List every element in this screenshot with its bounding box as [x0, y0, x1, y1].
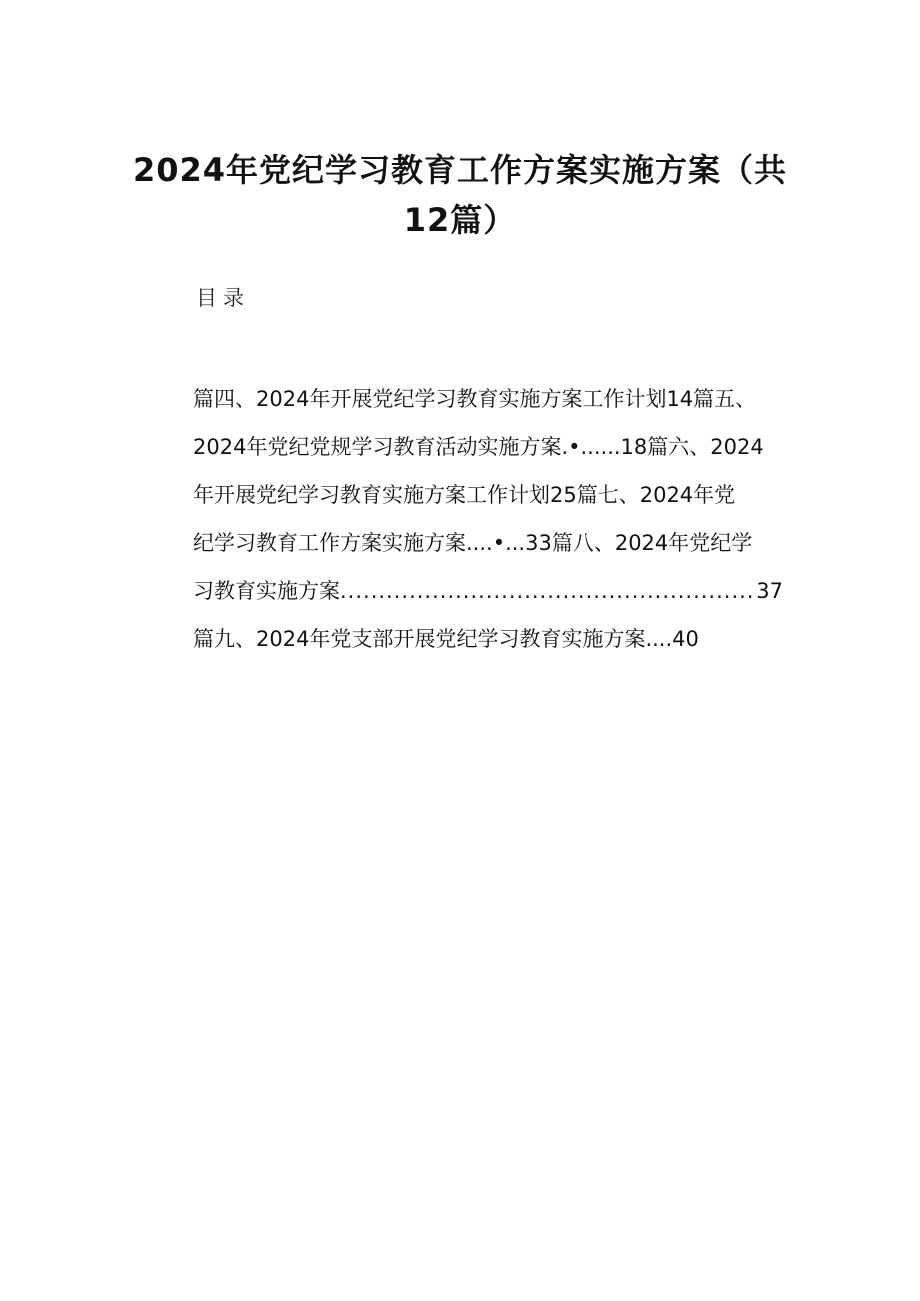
toc-page-number: 37 [756, 579, 783, 603]
toc-dot-leader [340, 567, 756, 615]
toc-line-3: 年开展党纪学习教育实施方案工作计划25篇七、2024年党 [193, 483, 736, 507]
document-title [120, 145, 800, 245]
toc-entry-text: 习教育实施方案 [193, 579, 340, 603]
toc-line-5 [193, 567, 783, 615]
toc-line-4: 纪学习教育工作方案实施方案....•...33篇八、2024年党纪学 [193, 531, 753, 555]
toc-line-2: 2024年党纪党规学习教育活动实施方案.•......18篇六、2024 [193, 435, 764, 459]
toc-line-1: 篇四、2024年开展党纪学习教育实施方案工作计划14篇五、 [193, 387, 757, 411]
document-title-line-1: 2024年党纪学习教育工作方案实施方案（共 [132, 151, 788, 189]
toc-heading: 目录 [196, 286, 250, 310]
toc-line-6: 篇九、2024年党支部开展党纪学习教育实施方案....40 [193, 627, 699, 651]
table-of-contents [193, 375, 793, 663]
document-title-line-2: 12篇） [403, 201, 517, 239]
